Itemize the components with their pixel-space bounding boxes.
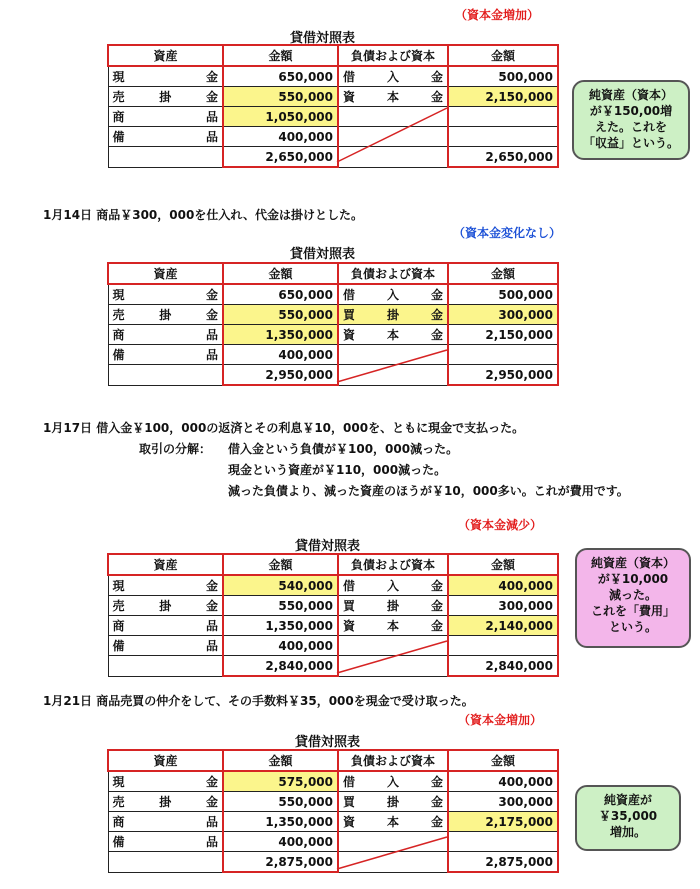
balance-sheet-2 (107, 262, 557, 386)
total-label (108, 365, 223, 386)
liability-amount (448, 345, 558, 365)
total-row (108, 656, 558, 677)
table-row (108, 127, 558, 147)
sheet1-tag: （資本金増加） (455, 8, 540, 22)
asset-name: 商品 (108, 107, 223, 127)
total-label (338, 656, 448, 677)
note-jan14: 1月14日 商品￥300，000を仕入れ、代金は掛けとした。 (43, 208, 364, 222)
table-row (108, 305, 558, 325)
liability-amount: 2,175,000 (448, 812, 558, 832)
table-row (108, 636, 558, 656)
balance-sheet-3 (107, 553, 557, 677)
sheet2-title: 貸借対照表 (290, 247, 356, 262)
sheet3-title: 貸借対照表 (295, 539, 361, 554)
liability-amount (448, 636, 558, 656)
asset-name: 現金 (108, 66, 223, 87)
header-assets: 資産 (108, 554, 223, 575)
liability-amount: 300,000 (448, 596, 558, 616)
total-assets: 2,950,000 (223, 365, 338, 386)
asset-amount: 1,350,000 (223, 616, 338, 636)
sheet4-tag: （資本金増加） (458, 713, 543, 727)
total-row (108, 147, 558, 168)
total-row (108, 852, 558, 873)
asset-amount: 650,000 (223, 66, 338, 87)
asset-name: 商品 (108, 616, 223, 636)
header-amount: 金額 (448, 554, 558, 575)
asset-amount: 1,350,000 (223, 812, 338, 832)
note-jan17-label: 取引の分解： (139, 442, 212, 456)
liability-name: 買掛金 (338, 792, 448, 812)
asset-amount: 550,000 (223, 87, 338, 107)
total-label (108, 852, 223, 873)
table-row (108, 812, 558, 832)
liability-name (338, 345, 448, 365)
header-assets: 資産 (108, 45, 223, 66)
asset-name: 備品 (108, 127, 223, 147)
header-amount: 金額 (223, 263, 338, 284)
total-label (338, 365, 448, 386)
asset-amount: 1,050,000 (223, 107, 338, 127)
total-liabilities: 2,840,000 (448, 656, 558, 677)
note-jan17-line3: 減った負債より、減った資産のほうが￥10，000多い。これが費用です。 (228, 484, 629, 498)
header-amount: 金額 (223, 45, 338, 66)
asset-name: 売掛金 (108, 596, 223, 616)
total-assets: 2,650,000 (223, 147, 338, 168)
asset-name: 備品 (108, 636, 223, 656)
total-assets: 2,840,000 (223, 656, 338, 677)
header-liabilities: 負債および資本 (338, 263, 448, 284)
liability-amount (448, 127, 558, 147)
table-row (108, 345, 558, 365)
liability-name: 買掛金 (338, 305, 448, 325)
callout-increase: 純資産が ￥35,000 増加。 (575, 785, 681, 851)
liability-name: 借入金 (338, 66, 448, 87)
liability-name: 資本金 (338, 325, 448, 345)
asset-name: 備品 (108, 345, 223, 365)
balance-sheet-4 (107, 749, 557, 873)
header-assets: 資産 (108, 750, 223, 771)
total-label (338, 852, 448, 873)
liability-name: 借入金 (338, 575, 448, 596)
liability-name: 資本金 (338, 87, 448, 107)
note-jan21: 1月21日 商品売買の仲介をして、その手数料￥35，000を現金で受け取った。 (43, 694, 474, 708)
header-liabilities: 負債および資本 (338, 45, 448, 66)
asset-name: 売掛金 (108, 87, 223, 107)
table-row (108, 87, 558, 107)
total-assets: 2,875,000 (223, 852, 338, 873)
liability-amount: 2,150,000 (448, 325, 558, 345)
header-liabilities: 負債および資本 (338, 750, 448, 771)
callout-revenue: 純資産（資本） が￥150,00増 えた。これを 「収益」という。 (572, 80, 690, 160)
table-row (108, 771, 558, 792)
liability-name (338, 107, 448, 127)
total-label (108, 656, 223, 677)
balance-sheet-1 (107, 44, 557, 168)
total-liabilities: 2,650,000 (448, 147, 558, 168)
asset-amount: 650,000 (223, 284, 338, 305)
sheet1-title: 貸借対照表 (290, 31, 356, 46)
asset-name: 備品 (108, 832, 223, 852)
liability-amount (448, 107, 558, 127)
liability-amount: 2,150,000 (448, 87, 558, 107)
liability-amount: 500,000 (448, 284, 558, 305)
liability-name (338, 636, 448, 656)
total-liabilities: 2,950,000 (448, 365, 558, 386)
total-row (108, 365, 558, 386)
note-jan17-line1: 借入金という負債が￥100，000減った。 (228, 442, 459, 456)
table-row (108, 832, 558, 852)
asset-amount: 400,000 (223, 832, 338, 852)
sheet2-tag: （資本金変化なし） (453, 226, 562, 240)
liability-name: 借入金 (338, 284, 448, 305)
asset-amount: 550,000 (223, 305, 338, 325)
table-row (108, 325, 558, 345)
asset-name: 現金 (108, 771, 223, 792)
asset-amount: 1,350,000 (223, 325, 338, 345)
asset-name: 商品 (108, 812, 223, 832)
header-liabilities: 負債および資本 (338, 554, 448, 575)
liability-amount: 2,140,000 (448, 616, 558, 636)
asset-name: 売掛金 (108, 792, 223, 812)
liability-name: 資本金 (338, 812, 448, 832)
table-row (108, 596, 558, 616)
table-row (108, 284, 558, 305)
liability-amount (448, 832, 558, 852)
table-row (108, 107, 558, 127)
asset-amount: 400,000 (223, 636, 338, 656)
table-row (108, 66, 558, 87)
liability-name: 借入金 (338, 771, 448, 792)
sheet4-title: 貸借対照表 (295, 735, 361, 750)
asset-name: 売掛金 (108, 305, 223, 325)
liability-name (338, 127, 448, 147)
liability-amount: 300,000 (448, 792, 558, 812)
asset-amount: 575,000 (223, 771, 338, 792)
liability-name (338, 832, 448, 852)
asset-amount: 400,000 (223, 127, 338, 147)
asset-name: 現金 (108, 284, 223, 305)
asset-name: 商品 (108, 325, 223, 345)
header-amount: 金額 (448, 263, 558, 284)
header-amount: 金額 (448, 45, 558, 66)
table-row (108, 792, 558, 812)
asset-name: 現金 (108, 575, 223, 596)
liability-amount: 400,000 (448, 575, 558, 596)
liability-name: 買掛金 (338, 596, 448, 616)
total-label (338, 147, 448, 168)
table-row (108, 575, 558, 596)
callout-expense: 純資産（資本） が￥10,000 減った。 これを「費用」 という。 (575, 548, 691, 648)
asset-amount: 550,000 (223, 792, 338, 812)
liability-amount: 400,000 (448, 771, 558, 792)
table-row (108, 616, 558, 636)
note-jan17: 1月17日 借入金￥100，000の返済とその利息￥10，000を、ともに現金で支払った。 (43, 421, 525, 435)
liability-amount: 500,000 (448, 66, 558, 87)
asset-amount: 550,000 (223, 596, 338, 616)
note-jan17-line2: 現金という資産が￥110，000減った。 (228, 463, 447, 477)
liability-amount: 300,000 (448, 305, 558, 325)
liability-name: 資本金 (338, 616, 448, 636)
asset-amount: 540,000 (223, 575, 338, 596)
total-liabilities: 2,875,000 (448, 852, 558, 873)
header-assets: 資産 (108, 263, 223, 284)
header-amount: 金額 (223, 554, 338, 575)
header-amount: 金額 (448, 750, 558, 771)
sheet3-tag: （資本金減少） (458, 518, 543, 532)
total-label (108, 147, 223, 168)
asset-amount: 400,000 (223, 345, 338, 365)
header-amount: 金額 (223, 750, 338, 771)
